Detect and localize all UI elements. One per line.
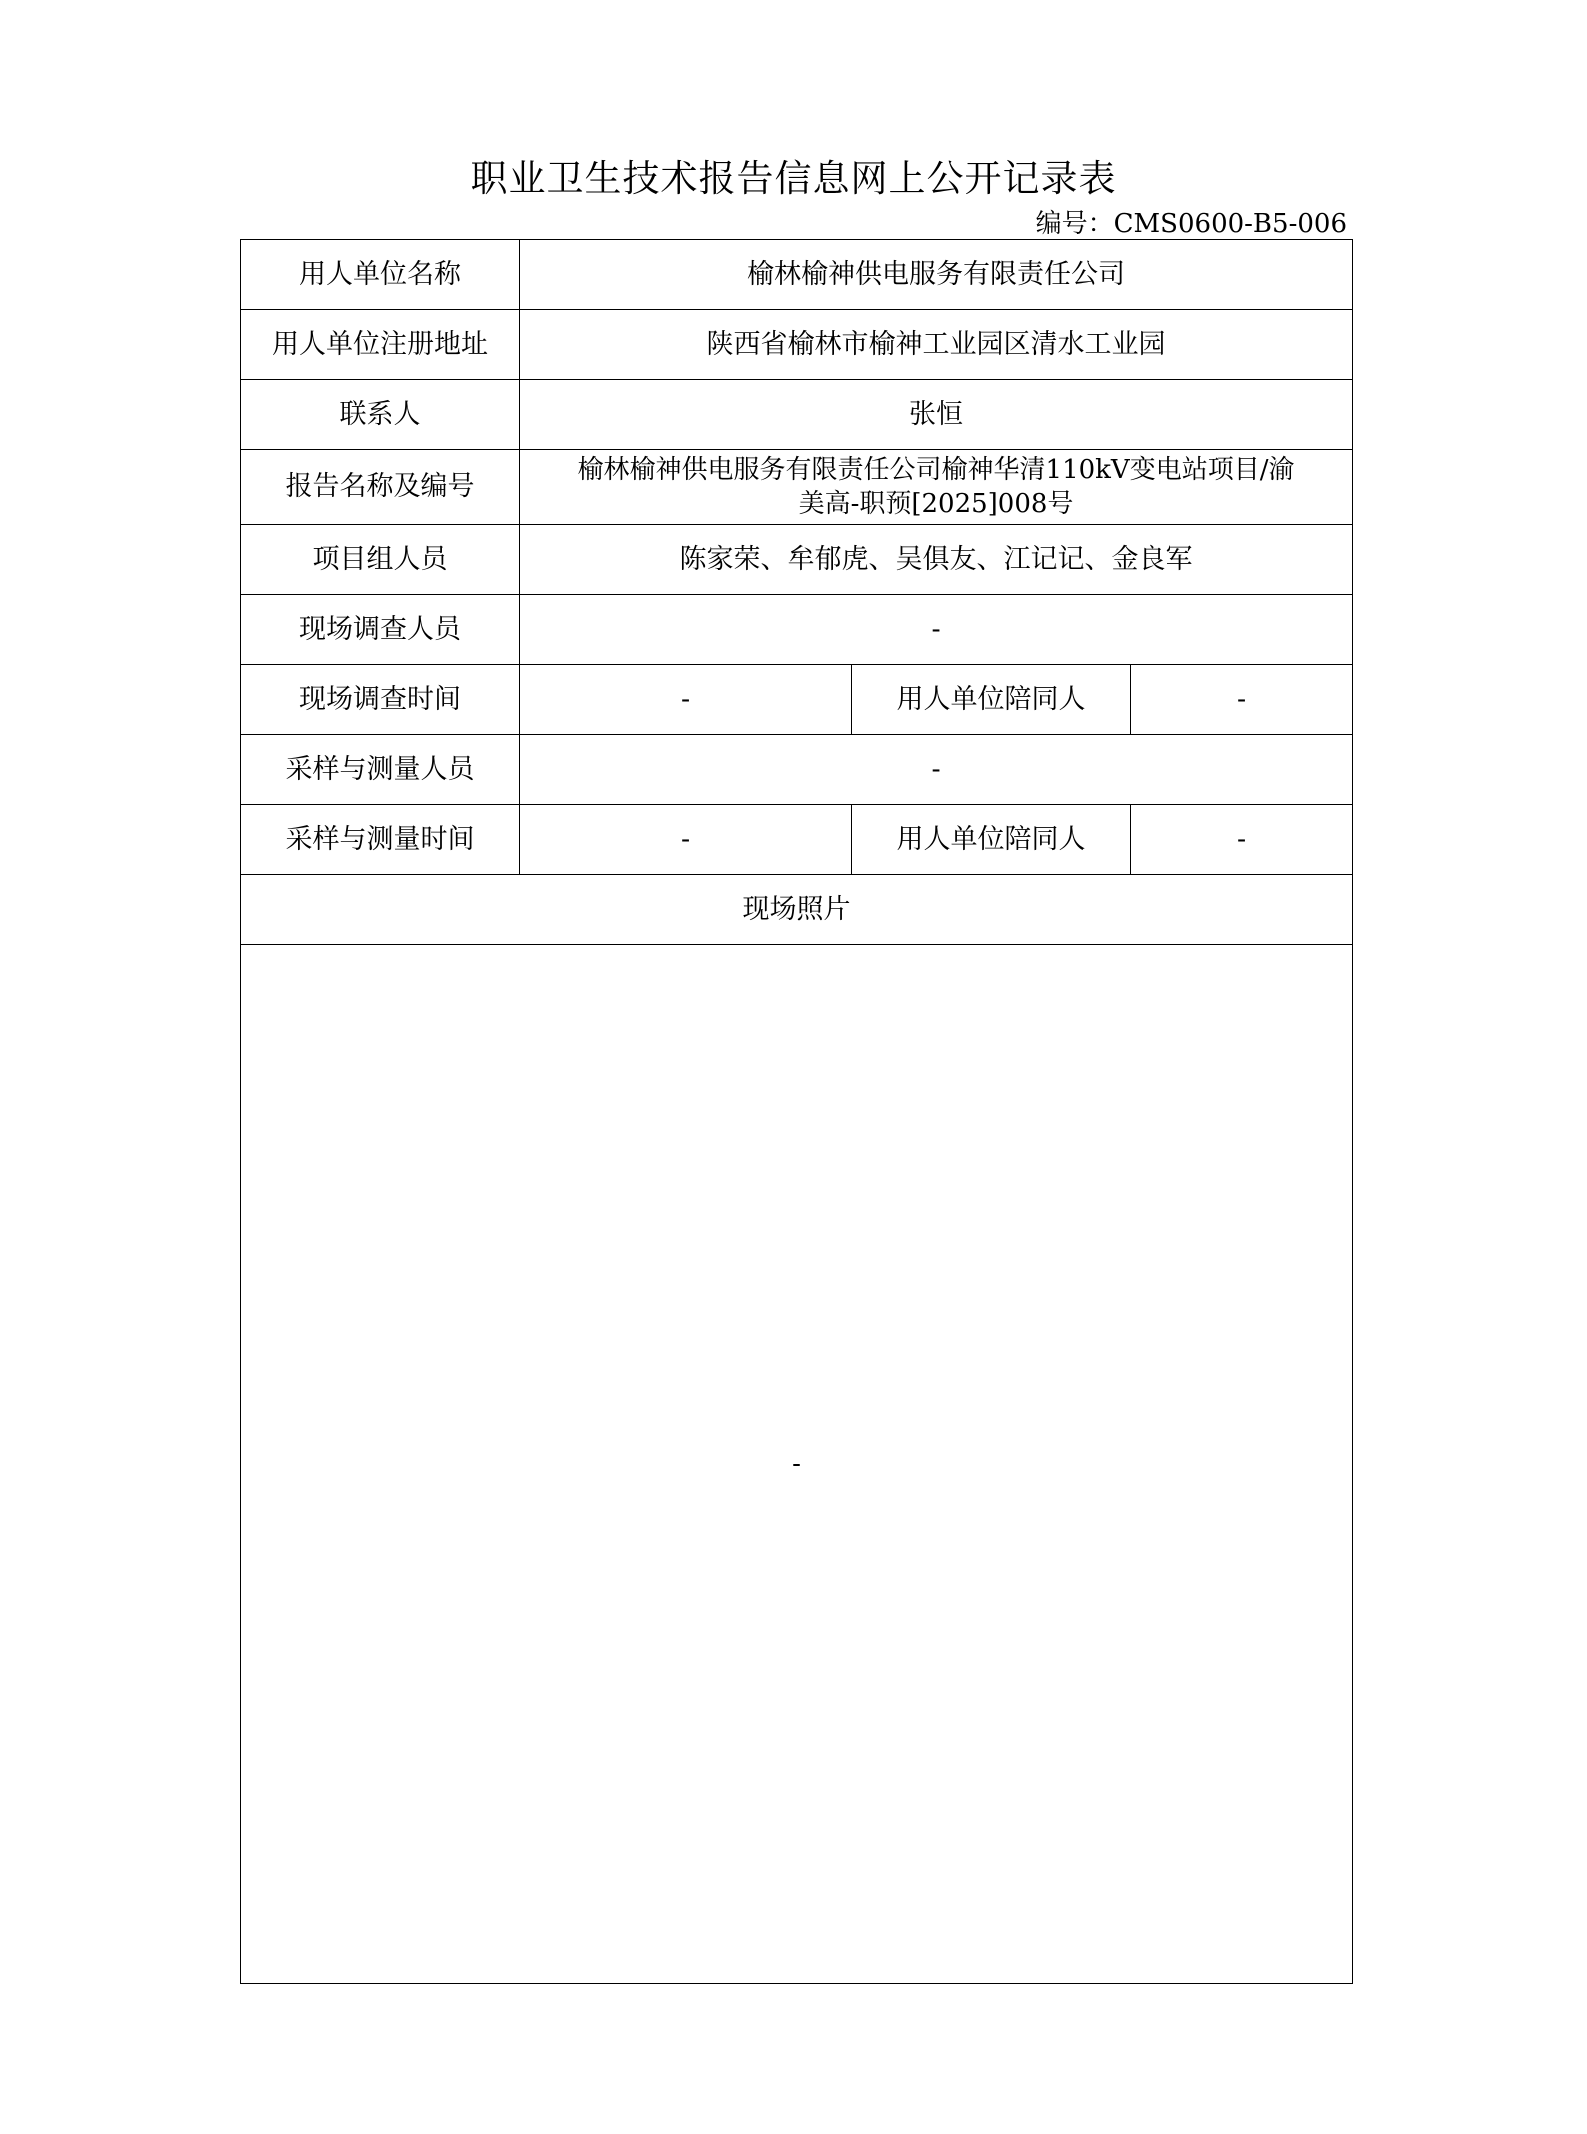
contact-label: 联系人 <box>241 380 520 450</box>
row-registered-address <box>241 310 1353 380</box>
row-report <box>241 450 1353 525</box>
survey-time-value: - <box>520 665 852 735</box>
photos-area <box>241 945 1353 1984</box>
report-label: 报告名称及编号 <box>241 450 520 525</box>
photos-label: 现场照片 <box>241 875 1353 945</box>
report-value-line2: 美高-职预[2025]008号 <box>798 489 1074 519</box>
survey-companion-label: 用人单位陪同人 <box>852 665 1131 735</box>
row-employer-name <box>241 240 1353 310</box>
sampling-staff-label: 采样与测量人员 <box>241 735 520 805</box>
team-value: 陈家荣、牟郁虎、吴俱友、江记记、金良军 <box>520 525 1353 595</box>
sampling-companion-value: - <box>1131 805 1353 875</box>
row-sampling-time <box>241 805 1353 875</box>
employer-name-label: 用人单位名称 <box>241 240 520 310</box>
survey-time-label: 现场调查时间 <box>241 665 520 735</box>
sampling-companion-label: 用人单位陪同人 <box>852 805 1131 875</box>
registered-address-label: 用人单位注册地址 <box>241 310 520 380</box>
contact-value: 张恒 <box>520 380 1353 450</box>
row-team <box>241 525 1353 595</box>
document-title: 职业卫生技术报告信息网上公开记录表 <box>470 157 1117 200</box>
report-value-line1: 榆林榆神供电服务有限责任公司榆神华清110kV变电站项目/渝 <box>577 455 1295 485</box>
document-code <box>1036 203 1347 240</box>
row-photos-content <box>241 945 1353 1984</box>
document-code-value: CMS0600-B5-006 <box>1113 209 1347 239</box>
photos-value: - <box>792 1449 801 1479</box>
row-photos-header <box>241 875 1353 945</box>
survey-staff-label: 现场调查人员 <box>241 595 520 665</box>
survey-staff-value: - <box>520 595 1353 665</box>
row-survey-time <box>241 665 1353 735</box>
sampling-time-value: - <box>520 805 852 875</box>
record-table <box>240 239 1353 1984</box>
row-sampling-staff <box>241 735 1353 805</box>
row-survey-staff <box>241 595 1353 665</box>
sampling-staff-value: - <box>520 735 1353 805</box>
sampling-time-label: 采样与测量时间 <box>241 805 520 875</box>
document-code-label: 编号： <box>1035 209 1114 239</box>
row-contact <box>241 380 1353 450</box>
report-value <box>520 450 1353 525</box>
registered-address-value: 陕西省榆林市榆神工业园区清水工业园 <box>520 310 1353 380</box>
survey-companion-value: - <box>1131 665 1353 735</box>
team-label: 项目组人员 <box>241 525 520 595</box>
employer-name-value: 榆林榆神供电服务有限责任公司 <box>520 240 1353 310</box>
